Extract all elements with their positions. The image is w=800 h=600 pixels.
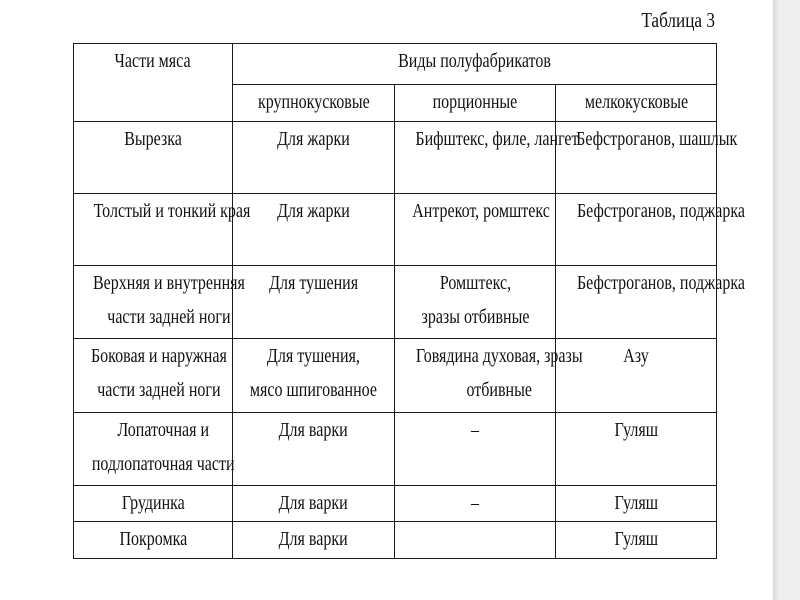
cell-small: Азу — [556, 339, 717, 413]
cell-small: Бефстроганов, поджарка — [556, 194, 717, 266]
cell-small: Гуляш — [556, 413, 717, 486]
cell-small: Бефстроганов, поджарка — [556, 266, 717, 339]
header-large-label: крупнокусковые — [257, 91, 370, 113]
cell-portion: – — [395, 486, 556, 522]
cell-part: Вырезка — [74, 122, 233, 194]
header-portion-cell — [395, 85, 556, 122]
cell-portion — [395, 522, 556, 559]
header-group-cell — [233, 44, 717, 85]
header-group-label: Виды полуфабрикатов — [398, 50, 551, 72]
cell-part: Верхняя и внутренняя части задней ноги — [74, 266, 233, 339]
cell-large: Для варки — [233, 413, 395, 486]
table-row — [74, 413, 717, 486]
cell-large: Для тушения, мясо шпигованное — [233, 339, 395, 413]
cell-portion: Бифштекс, филе, лангет — [395, 122, 556, 194]
header-parts-label: Части мяса — [114, 50, 192, 72]
table-row — [74, 194, 717, 266]
cell-large: Для жарки — [233, 194, 395, 266]
cell-part: Толстый и тонкий края — [74, 194, 233, 266]
cell-large: Для варки — [233, 522, 395, 559]
table-row — [74, 522, 717, 559]
meat-cuts-table — [73, 43, 745, 559]
header-large-cell — [233, 85, 395, 122]
cell-portion: Антрекот, ромштекс — [395, 194, 556, 266]
cell-portion: – — [395, 413, 556, 486]
table-row — [74, 339, 717, 413]
page-edge-shadow — [773, 0, 779, 600]
page-edge-strip — [773, 0, 800, 600]
cell-portion: Говядина духовая, зразы отбивные — [395, 339, 556, 413]
table-row — [74, 486, 717, 522]
cell-large: Для тушения — [233, 266, 395, 339]
header-portion-label: порционные — [432, 91, 518, 113]
cell-large: Для варки — [233, 486, 395, 522]
cell-large: Для жарки — [233, 122, 395, 194]
table-row — [74, 122, 717, 194]
cell-small: Гуляш — [556, 522, 717, 559]
cell-part: Покромка — [74, 522, 233, 559]
cell-part: Лопаточная и подлопаточная части — [74, 413, 233, 486]
table-caption: Таблица 3 — [641, 8, 715, 32]
header-parts-cell — [74, 44, 233, 122]
cell-part: Грудинка — [74, 486, 233, 522]
cell-small: Гуляш — [556, 486, 717, 522]
cell-small: Бефстроганов, шашлык — [556, 122, 717, 194]
table-row — [74, 266, 717, 339]
cell-portion: Ромштекс, зразы отбивные — [395, 266, 556, 339]
header-small-cell — [556, 85, 717, 122]
cell-part: Боковая и наружная части задней ноги — [74, 339, 233, 413]
header-small-label: мелкокусковые — [584, 91, 688, 113]
